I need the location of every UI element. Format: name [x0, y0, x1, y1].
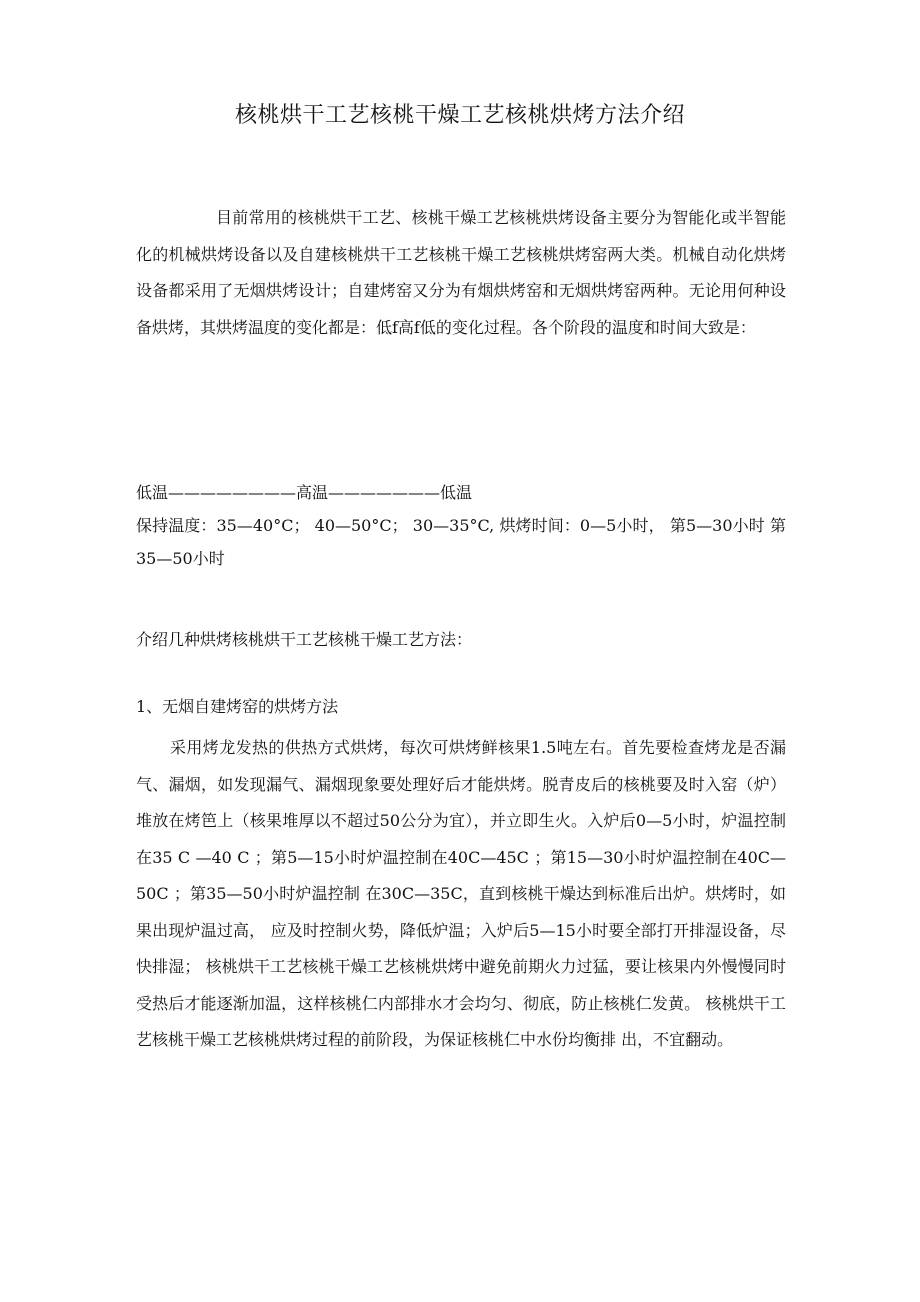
- intro-paragraph: 目前常用的核桃烘干工艺、核桃干燥工艺核桃烘烤设备主要分为智能化或半智能化的机械烘烤设备以及自建核桃烘干工艺核桃干燥工艺核桃烘烤窑两大类。机械自动化烘烤设备都采用了无烟烘烤设计；自建烤窑又分为有烟烘烤窑和无烟烘烤窑两种。无论用何种设备烘烤，其烘烤温度的变化都是：低f高f低的变化过程。各个阶段的温度和时间大致是：: [136, 208, 786, 337]
- document-title: 核桃烘干工艺核桃干燥工艺核桃烘烤方法介绍: [234, 103, 685, 128]
- methods-heading: 介绍几种烘烤核桃烘干工艺核桃干燥工艺方法：: [136, 630, 473, 649]
- temperature-stages-line: 低温————————高温———————低温: [136, 483, 473, 502]
- section-1-body: 采用烤龙发热的供热方式烘烤，每次可烘烤鲜核果1.5吨左右。首先要检查烤龙是否漏气、漏烟，如发现漏气、漏烟现象要处理好后才能烘烤。脱青皮后的核桃要及时入窑（炉）堆放在烤笆上（核果堆厚以不超过50公分为宜），并立即生火。入炉后0—5小时，炉温控制在35 C —40 C ；第5—15小时炉温控制在40C—45C ；第15—30小时炉温控制在40C—50C ；第35—50小时炉温控制 在30C—35C，直到核桃干燥达到标准后出炉。烘烤时，如果出现炉温过高， 应及时控制火势，降低炉温；入炉后5—15小时要全部打开排湿设备，尽快排湿； 核桃烘干工艺核桃干燥工艺核桃烘烤中避免前期火力过猛，要让核果内外慢慢同时受热后才能逐渐加温，这样核桃仁内部排水才会均匀、彻底，防止核桃仁发黄。 核桃烘干工艺核桃干燥工艺核桃烘烤过程的前阶段，为保证核桃仁中水份均衡排 出，不宜翻动。: [136, 738, 786, 1049]
- temperature-values-line: 保持温度：35—40°C； 40—50°C； 30—35°C, 烘烤时间：0—5小时， 第5—30小时 第35—50小时: [136, 516, 786, 568]
- section-1-heading: 1、无烟自建烤窑的烘烤方法: [136, 697, 339, 716]
- temperature-schedule: [136, 476, 786, 575]
